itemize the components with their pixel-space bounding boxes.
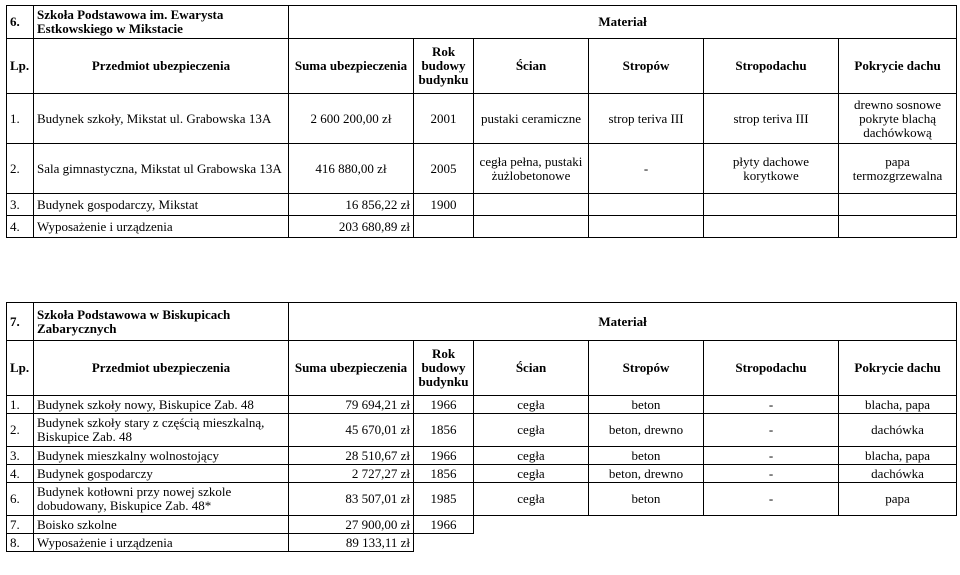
roofing-cell: papa [839,483,957,516]
empty-cell [704,194,839,216]
table-row [7,216,957,238]
walls-cell: pustaki ceramiczne [474,94,589,144]
empty-cell [414,216,474,238]
subject-header: Przedmiot ubezpieczenia [34,341,289,396]
lp-cell: 2. [7,144,34,194]
sum-cell: 89 133,11 zł [289,534,414,552]
empty-cell [704,534,839,552]
roof-ceiling-cell: - [704,414,839,447]
lp-cell: 6. [7,483,34,516]
school-name: Szkoła Podstawowa im. Ewarysta Estkowskiego w Mikstacie [34,6,289,39]
year-header: Rok budowy budynku [414,39,474,94]
sum-cell: 2 727,27 zł [289,465,414,483]
ceilings-header: Stropów [589,341,704,396]
sum-cell: 27 900,00 zł [289,516,414,534]
lp-cell: 4. [7,465,34,483]
empty-cell [414,534,474,552]
lp-cell: 3. [7,194,34,216]
subject-cell: Sala gimnastyczna, Mikstat ul Grabowska 13A [34,144,289,194]
subject-cell: Wyposażenie i urządzenia [34,216,289,238]
roof-ceiling-cell: - [704,465,839,483]
ceilings-cell: beton, drewno [589,465,704,483]
empty-cell [589,216,704,238]
walls-cell: cegła [474,447,589,465]
section-number: 6. [7,6,34,39]
walls-cell: cegła pełna, pustaki żużlobetonowe [474,144,589,194]
year-cell: 1966 [414,396,474,414]
year-header: Rok budowy budynku [414,341,474,396]
lp-cell: 7. [7,516,34,534]
empty-cell [839,516,957,534]
table-row [7,94,957,144]
empty-cell [704,216,839,238]
ceilings-cell: beton [589,483,704,516]
lp-cell: 2. [7,414,34,447]
roof-ceiling-cell: strop teriva III [704,94,839,144]
roofing-cell: blacha, papa [839,447,957,465]
table-row [7,465,957,483]
walls-cell: cegła [474,396,589,414]
subject-cell: Budynek gospodarczy [34,465,289,483]
ceilings-cell: beton [589,396,704,414]
table-row [7,396,957,414]
subject-cell: Budynek szkoły nowy, Biskupice Zab. 48 [34,396,289,414]
subject-cell: Budynek mieszkalny wolnostojący [34,447,289,465]
sum-cell: 203 680,89 zł [289,216,414,238]
subject-cell: Budynek kotłowni przy nowej szkole dobudowany, Biskupice Zab. 48* [34,483,289,516]
ceilings-cell: strop teriva III [589,94,704,144]
empty-cell [474,194,589,216]
year-cell: 1856 [414,465,474,483]
table-row [7,534,957,552]
roofing-header: Pokrycie dachu [839,39,957,94]
roof-ceiling-header: Stropodachu [704,341,839,396]
roof-ceiling-cell: - [704,447,839,465]
roof-ceiling-header: Stropodachu [704,39,839,94]
sum-cell: 416 880,00 zł [289,144,414,194]
sum-cell: 16 856,22 zł [289,194,414,216]
section-number: 7. [7,303,34,341]
lp-cell: 1. [7,396,34,414]
table-row [7,447,957,465]
sum-header: Suma ubezpieczenia [289,341,414,396]
year-cell: 1966 [414,447,474,465]
ceilings-cell: beton [589,447,704,465]
table-row [7,194,957,216]
empty-cell [704,516,839,534]
roof-ceiling-cell: - [704,396,839,414]
insurance-table-school-mikstat [6,5,957,238]
table-row [7,483,957,516]
empty-cell [589,534,704,552]
school-name: Szkoła Podstawowa w Biskupicach Zabarycznych [34,303,289,341]
sum-cell: 28 510,67 zł [289,447,414,465]
empty-cell [474,216,589,238]
insurance-table-school-biskupice [6,302,957,552]
empty-cell [839,534,957,552]
lp-cell: 8. [7,534,34,552]
subject-cell: Budynek szkoły stary z częścią mieszkalną, Biskupice Zab. 48 [34,414,289,447]
table-row [7,516,957,534]
sum-cell: 2 600 200,00 zł [289,94,414,144]
subject-cell: Boisko szkolne [34,516,289,534]
empty-cell [839,216,957,238]
empty-cell [474,516,589,534]
year-cell: 1900 [414,194,474,216]
walls-cell: cegła [474,483,589,516]
lp-cell: 1. [7,94,34,144]
roofing-cell: drewno sosnowe pokryte blachą dachówkową [839,94,957,144]
roof-ceiling-cell: płyty dachowe korytkowe [704,144,839,194]
roofing-cell: dachówka [839,414,957,447]
year-cell: 1856 [414,414,474,447]
lp-cell: 4. [7,216,34,238]
roofing-header: Pokrycie dachu [839,341,957,396]
material-header: Materiał [289,303,957,341]
lp-header: Lp. [7,341,34,396]
ceilings-cell: - [589,144,704,194]
year-cell: 1966 [414,516,474,534]
empty-cell [589,516,704,534]
lp-header: Lp. [7,39,34,94]
empty-cell [589,194,704,216]
subject-cell: Wyposażenie i urządzenia [34,534,289,552]
subject-cell: Budynek szkoły, Mikstat ul. Grabowska 13A [34,94,289,144]
subject-cell: Budynek gospodarczy, Mikstat [34,194,289,216]
subject-header: Przedmiot ubezpieczenia [34,39,289,94]
ceilings-cell: beton, drewno [589,414,704,447]
year-cell: 2001 [414,94,474,144]
roofing-cell: papa termozgrzewalna [839,144,957,194]
sum-cell: 79 694,21 zł [289,396,414,414]
lp-cell: 3. [7,447,34,465]
material-header: Materiał [289,6,957,39]
roof-ceiling-cell: - [704,483,839,516]
year-cell: 2005 [414,144,474,194]
sum-header: Suma ubezpieczenia [289,39,414,94]
sum-cell: 45 670,01 zł [289,414,414,447]
walls-header: Ścian [474,341,589,396]
table-row [7,414,957,447]
ceilings-header: Stropów [589,39,704,94]
empty-cell [474,534,589,552]
sum-cell: 83 507,01 zł [289,483,414,516]
walls-header: Ścian [474,39,589,94]
roofing-cell: dachówka [839,465,957,483]
roofing-cell: blacha, papa [839,396,957,414]
walls-cell: cegła [474,465,589,483]
empty-cell [839,194,957,216]
year-cell: 1985 [414,483,474,516]
table-row [7,144,957,194]
walls-cell: cegła [474,414,589,447]
